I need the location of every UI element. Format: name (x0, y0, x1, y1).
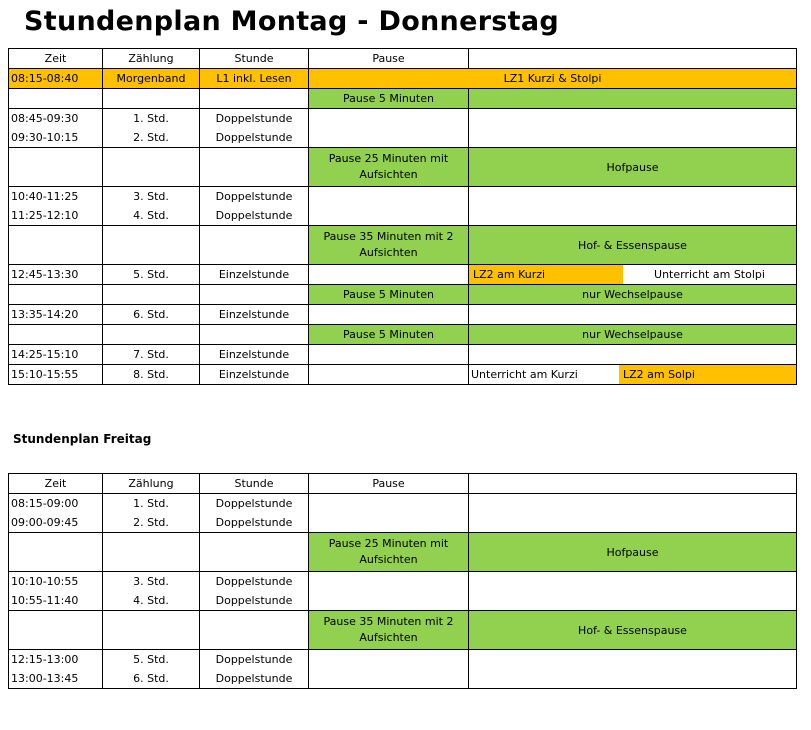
cell-zaehlung: 5. Std. (103, 265, 200, 285)
section-title-freitag: Stundenplan Freitag (13, 432, 152, 446)
header-zeit: Zeit (9, 49, 103, 69)
cell-stunde: Einzelstunde (200, 365, 309, 385)
cell-info: Hofpause (469, 148, 797, 187)
cell-zeit: 11:25-12:10 (9, 206, 103, 226)
pause-row (9, 285, 797, 305)
header-pause: Pause (309, 49, 469, 69)
cell-info: Hofpause (469, 533, 797, 572)
cell-zaehlung: 2. Std. (103, 513, 200, 533)
cell-zaehlung: 3. Std. (103, 187, 200, 207)
cell-zaehlung: 1. Std. (103, 494, 200, 514)
table-row (9, 187, 797, 207)
cell-pause: Pause 35 Minuten mit 2 Aufsichten (309, 226, 469, 265)
pause-row (9, 533, 797, 572)
header-row (9, 49, 797, 69)
cell-zaehlung: 2. Std. (103, 128, 200, 148)
cell-info: nur Wechselpause (469, 325, 797, 345)
header-zaehlung: Zählung (103, 474, 200, 494)
cell-zeit: 14:25-15:10 (9, 345, 103, 365)
pause-row (9, 611, 797, 650)
table-row (9, 128, 797, 148)
cell-pause: Pause 5 Minuten (309, 285, 469, 305)
cell-zaehlung: 7. Std. (103, 345, 200, 365)
cell-stunde: Einzelstunde (200, 345, 309, 365)
cell-pause: Pause 5 Minuten (309, 89, 469, 109)
cell-info: Hof- & Essenspause (469, 226, 797, 265)
header-zeit: Zeit (9, 474, 103, 494)
schedule-table-freitag (8, 473, 797, 689)
cell-zeit: 08:45-09:30 (9, 109, 103, 129)
table-row (9, 109, 797, 129)
cell-pause: Pause 25 Minuten mit Aufsichten (309, 533, 469, 572)
header-pause: Pause (309, 474, 469, 494)
cell-stunde: Doppelstunde (200, 650, 309, 670)
cell-pause: Pause 25 Minuten mit Aufsichten (309, 148, 469, 187)
page-title: Stundenplan Montag - Donnerstag (24, 6, 560, 37)
cell-stunde: Doppelstunde (200, 513, 309, 533)
table-row (9, 365, 797, 385)
header-stunde: Stunde (200, 474, 309, 494)
schedule-table-mo-do (8, 48, 797, 385)
cell-zaehlung: 3. Std. (103, 572, 200, 592)
header-stunde: Stunde (200, 49, 309, 69)
cell-pause: Pause 35 Minuten mit 2 Aufsichten (309, 611, 469, 650)
cell-stunde: Doppelstunde (200, 669, 309, 689)
info-lz2-kurzi: LZ2 am Kurzi (469, 265, 623, 284)
cell-info-split (469, 365, 797, 385)
pause-row (9, 148, 797, 187)
table-row (9, 345, 797, 365)
cell-stunde: Doppelstunde (200, 109, 309, 129)
cell-zeit: 08:15-09:00 (9, 494, 103, 514)
cell-zaehlung: 8. Std. (103, 365, 200, 385)
cell-zeit: 08:15-08:40 (9, 69, 103, 89)
cell-zeit: 10:55-11:40 (9, 591, 103, 611)
info-unterricht-stolpi: Unterricht am Stolpi (654, 268, 765, 281)
info-lz2-solpi: LZ2 am Solpi (619, 365, 796, 384)
cell-stunde: Doppelstunde (200, 591, 309, 611)
cell-stunde: Doppelstunde (200, 206, 309, 226)
pause-row (9, 89, 797, 109)
table-row (9, 572, 797, 592)
cell-zaehlung: 5. Std. (103, 650, 200, 670)
header-empty (469, 474, 797, 494)
cell-zeit: 10:10-10:55 (9, 572, 103, 592)
cell-info-split (469, 265, 797, 285)
cell-info: Hof- & Essenspause (469, 611, 797, 650)
cell-zeit: 10:40-11:25 (9, 187, 103, 207)
cell-zaehlung: 4. Std. (103, 206, 200, 226)
table-row (9, 69, 797, 89)
table-row (9, 305, 797, 325)
cell-info: nur Wechselpause (469, 285, 797, 305)
cell-zeit: 13:00-13:45 (9, 669, 103, 689)
table-row (9, 206, 797, 226)
cell-zeit: 09:00-09:45 (9, 513, 103, 533)
cell-stunde: Doppelstunde (200, 128, 309, 148)
pause-row (9, 226, 797, 265)
cell-zaehlung: Morgenband (103, 69, 200, 89)
table-row (9, 591, 797, 611)
cell-info (469, 89, 797, 109)
cell-zeit: 12:15-13:00 (9, 650, 103, 670)
cell-zeit: 12:45-13:30 (9, 265, 103, 285)
cell-zaehlung: 6. Std. (103, 669, 200, 689)
table-row (9, 513, 797, 533)
table-row (9, 494, 797, 514)
header-row (9, 474, 797, 494)
cell-zaehlung: 6. Std. (103, 305, 200, 325)
table-row (9, 650, 797, 670)
cell-stunde: L1 inkl. Lesen (200, 69, 309, 89)
cell-stunde: Einzelstunde (200, 265, 309, 285)
table-row (9, 265, 797, 285)
cell-zeit: 15:10-15:55 (9, 365, 103, 385)
header-empty (469, 49, 797, 69)
header-zaehlung: Zählung (103, 49, 200, 69)
cell-stunde: Doppelstunde (200, 494, 309, 514)
cell-stunde: Doppelstunde (200, 187, 309, 207)
cell-zaehlung: 4. Std. (103, 591, 200, 611)
table-row (9, 669, 797, 689)
cell-zeit: 13:35-14:20 (9, 305, 103, 325)
cell-zaehlung: 1. Std. (103, 109, 200, 129)
cell-pause: Pause 5 Minuten (309, 325, 469, 345)
cell-stunde: Doppelstunde (200, 572, 309, 592)
pause-row (9, 325, 797, 345)
info-unterricht-kurzi: Unterricht am Kurzi (471, 368, 578, 381)
cell-stunde: Einzelstunde (200, 305, 309, 325)
cell-info: LZ1 Kurzi & Stolpi (309, 69, 797, 89)
cell-zeit: 09:30-10:15 (9, 128, 103, 148)
